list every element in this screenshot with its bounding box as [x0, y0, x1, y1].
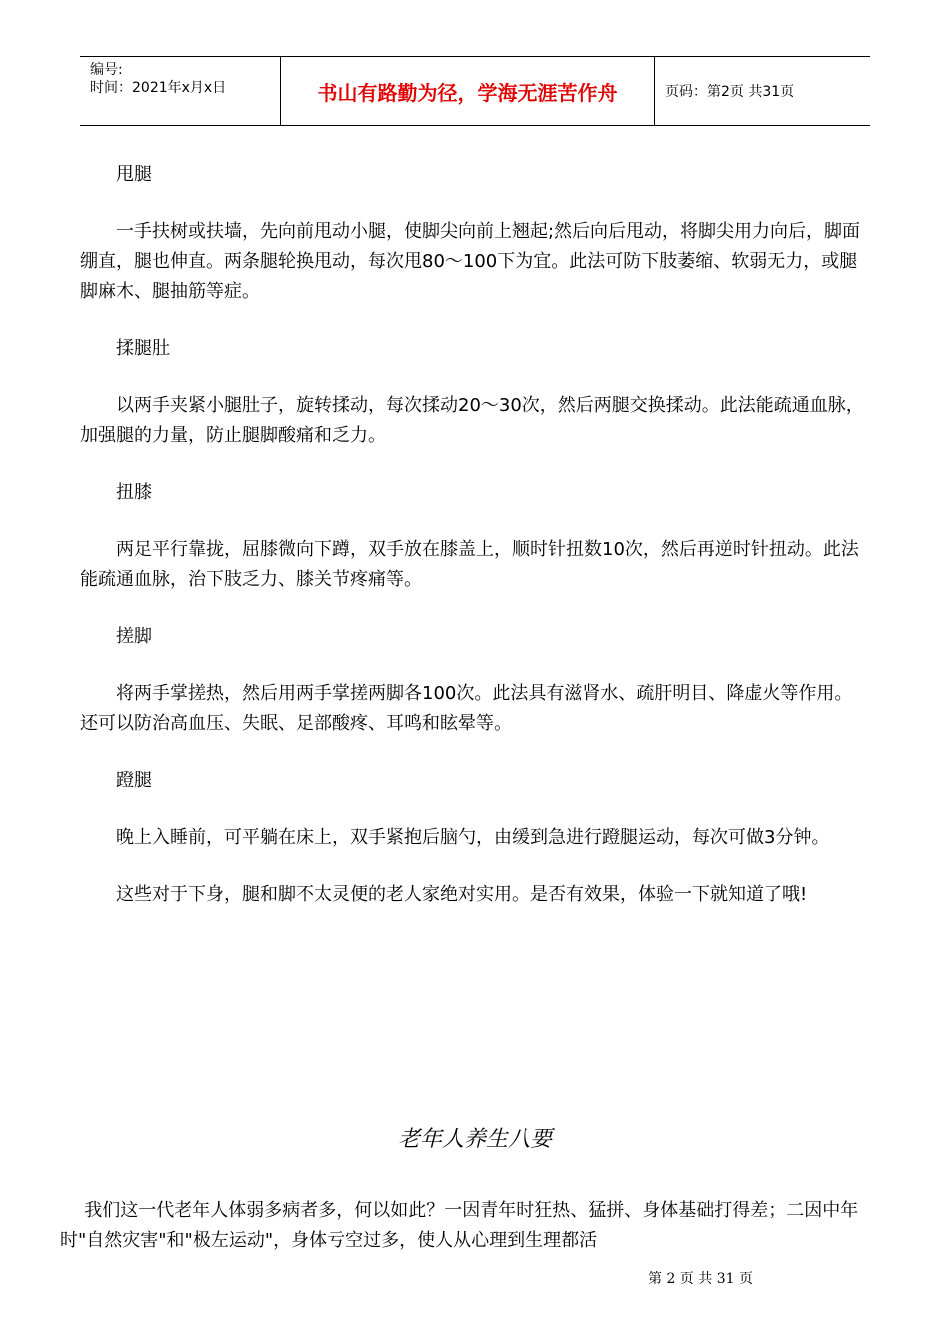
document-number-label: 编号:: [90, 62, 123, 78]
article-intro-paragraph: 我们这一代老年人体弱多病者多，何以如此？一因青年时狂热、猛拼、身体基础打得差；二因中年时"自然灾害"和"极左运动"，身体亏空过多，使人从心理到生理都活: [60, 1200, 859, 1251]
section-paragraph: 将两手掌搓热，然后用两手掌搓两脚各100次。此法具有滋肾水、疏肝明目、降虚火等作用。还可以防治高血压、失眠、足部酸疼、耳鸣和眩晕等。: [80, 683, 853, 734]
section-heading: 甩腿: [116, 164, 152, 185]
article-title: 老年人养生八要: [397, 1127, 552, 1152]
page-header: [80, 56, 870, 126]
section-heading: 搓脚: [116, 626, 152, 647]
section-heading: 蹬腿: [116, 770, 152, 791]
section-paragraph: 一手扶树或扶墙，先向前甩动小腿，使脚尖向前上翘起;然后向后甩动，将脚尖用力向后，脚面绷直，腿也伸直。两条腿轮换甩动，每次甩80～100下为宜。此法可防下肢萎缩、软弱无力，或腿脚麻木、腿抽筋等症。: [80, 221, 861, 302]
header-page-info: 页码：第2页 共31页: [665, 84, 795, 100]
header-motto: 书山有路勤为径，学海无涯苦作舟: [281, 57, 655, 125]
article-body: [60, 1196, 890, 1256]
section-heading: 扭膝: [116, 482, 152, 503]
document-time-label: 时间：2021年x月x日: [90, 80, 227, 96]
section-paragraph: 两足平行靠拢，屈膝微向下蹲，双手放在膝盖上，顺时针扭数10次，然后再逆时针扭动。此法能疏通血脉，治下肢乏力、膝关节疼痛等。: [80, 539, 859, 590]
section-paragraph: 以两手夹紧小腿肚子，旋转揉动，每次揉动20～30次，然后两腿交换揉动。此法能疏通血脉，加强腿的力量，防止腿脚酸痛和乏力。: [80, 395, 864, 446]
section-paragraph: 晚上入睡前，可平躺在床上，双手紧抱后脑勺，由缓到急进行蹬腿运动，每次可做3分钟。: [116, 827, 830, 848]
document-body: [80, 160, 870, 937]
section-heading: 揉腿肚: [116, 338, 170, 359]
page-footer: 第 2 页 共 31 页: [648, 1271, 753, 1287]
header-meta: [80, 57, 281, 125]
closing-paragraph: 这些对于下身，腿和脚不太灵便的老人家绝对实用。是否有效果，体验一下就知道了哦!: [116, 884, 808, 905]
